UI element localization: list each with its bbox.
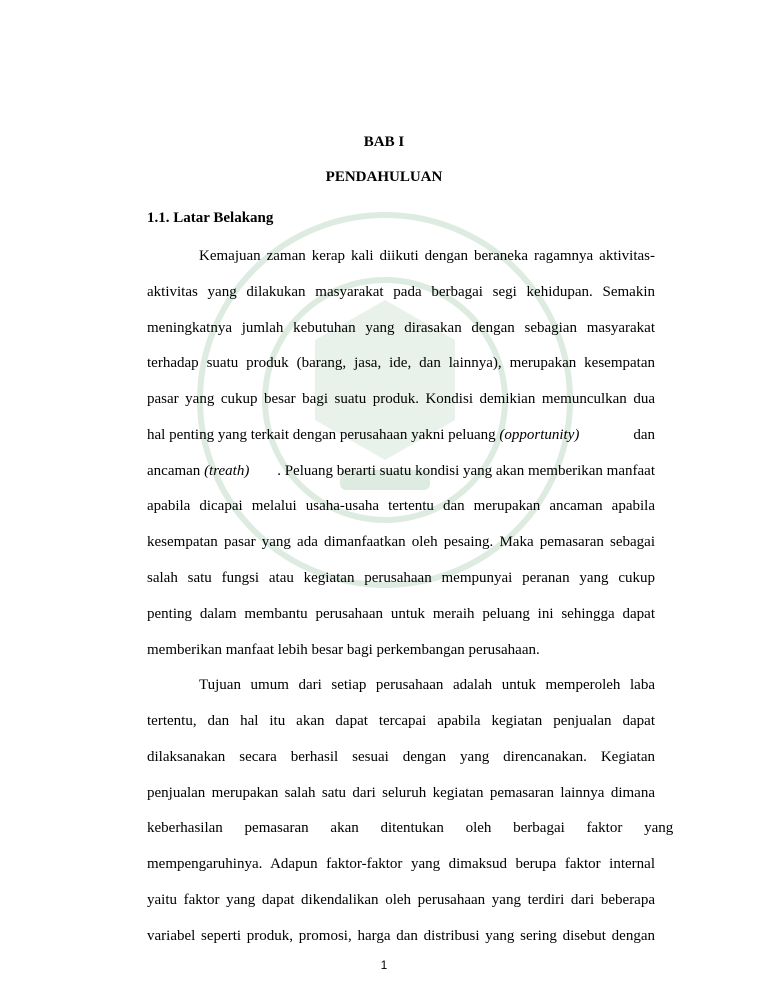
paragraph-line: meningkatnya jumlah kebutuhan yang dirasakan dengan sebagian masyarakat	[147, 320, 655, 336]
paragraph-line: penting dalam membantu perusahaan untuk meraih peluang ini sehingga dapat	[147, 606, 655, 622]
text-run: hal penting yang terkait dengan perusahaan yakni peluang	[147, 427, 500, 443]
italic-term-treath: (treath)	[204, 463, 250, 479]
paragraph-line: keberhasilan pemasaran akan ditentukan oleh berbagai faktor yang	[147, 820, 674, 836]
paragraph-line: Tujuan umum dari setiap perusahaan adalah untuk memperoleh laba	[199, 677, 655, 693]
paragraph-line: tertentu, dan hal itu akan dapat tercapai apabila kegiatan penjualan dapat	[147, 713, 655, 729]
paragraph-line: kesempatan pasar yang ada dimanfaatkan oleh pesaing. Maka pemasaran sebagai	[147, 534, 655, 550]
section-heading: 1.1. Latar Belakang	[147, 210, 274, 226]
paragraph-line: pasar yang cukup besar bagi suatu produk. Kondisi demikian memunculkan dua	[147, 391, 655, 407]
paragraph-line: Kemajuan zaman kerap kali diikuti dengan beraneka ragamnya aktivitas-	[199, 248, 655, 264]
text-run: ancaman	[147, 463, 205, 479]
paragraph-line: dilaksanakan secara berhasil sesuai dengan yang direncanakan. Kegiatan	[147, 749, 655, 765]
text-run: dan	[633, 427, 655, 443]
paragraph-line: apabila dicapai melalui usaha-usaha tertentu dan merupakan ancaman apabila	[147, 498, 655, 514]
line-segment	[147, 426, 579, 444]
paragraph-line: salah satu fungsi atau kegiatan perusahaan mempunyai peranan yang cukup	[147, 570, 655, 586]
paragraph-line: memberikan manfaat lebih besar bagi perkembangan perusahaan.	[147, 642, 540, 658]
text-run: . Peluang berarti suatu kondisi yang akan memberikan manfaat	[277, 463, 655, 479]
page-number: 1	[380, 958, 388, 972]
paragraph-line	[147, 426, 655, 444]
paragraph-line: mempengaruhinya. Adapun faktor-faktor yang dimaksud berupa faktor internal	[147, 856, 655, 872]
chapter-title: PENDAHULUAN	[325, 169, 443, 185]
chapter-label: BAB I	[363, 134, 405, 150]
paragraph-line: aktivitas yang dilakukan masyarakat pada berbagai segi kehidupan. Semakin	[147, 284, 655, 300]
paragraph-line: terhadap suatu produk (barang, jasa, ide, dan lainnya), merupakan kesempatan	[147, 355, 655, 371]
line-segment	[147, 462, 249, 480]
italic-term-opportunity: (opportunity)	[499, 427, 580, 443]
paragraph-line: variabel seperti produk, promosi, harga dan distribusi yang sering disebut dengan	[147, 928, 655, 944]
paragraph-line: penjualan merupakan salah satu dari seluruh kegiatan pemasaran lainnya dimana	[147, 785, 655, 801]
paragraph-line: yaitu faktor yang dapat dikendalikan oleh perusahaan yang terdiri dari beberapa	[147, 892, 655, 908]
paragraph-line	[147, 462, 655, 480]
